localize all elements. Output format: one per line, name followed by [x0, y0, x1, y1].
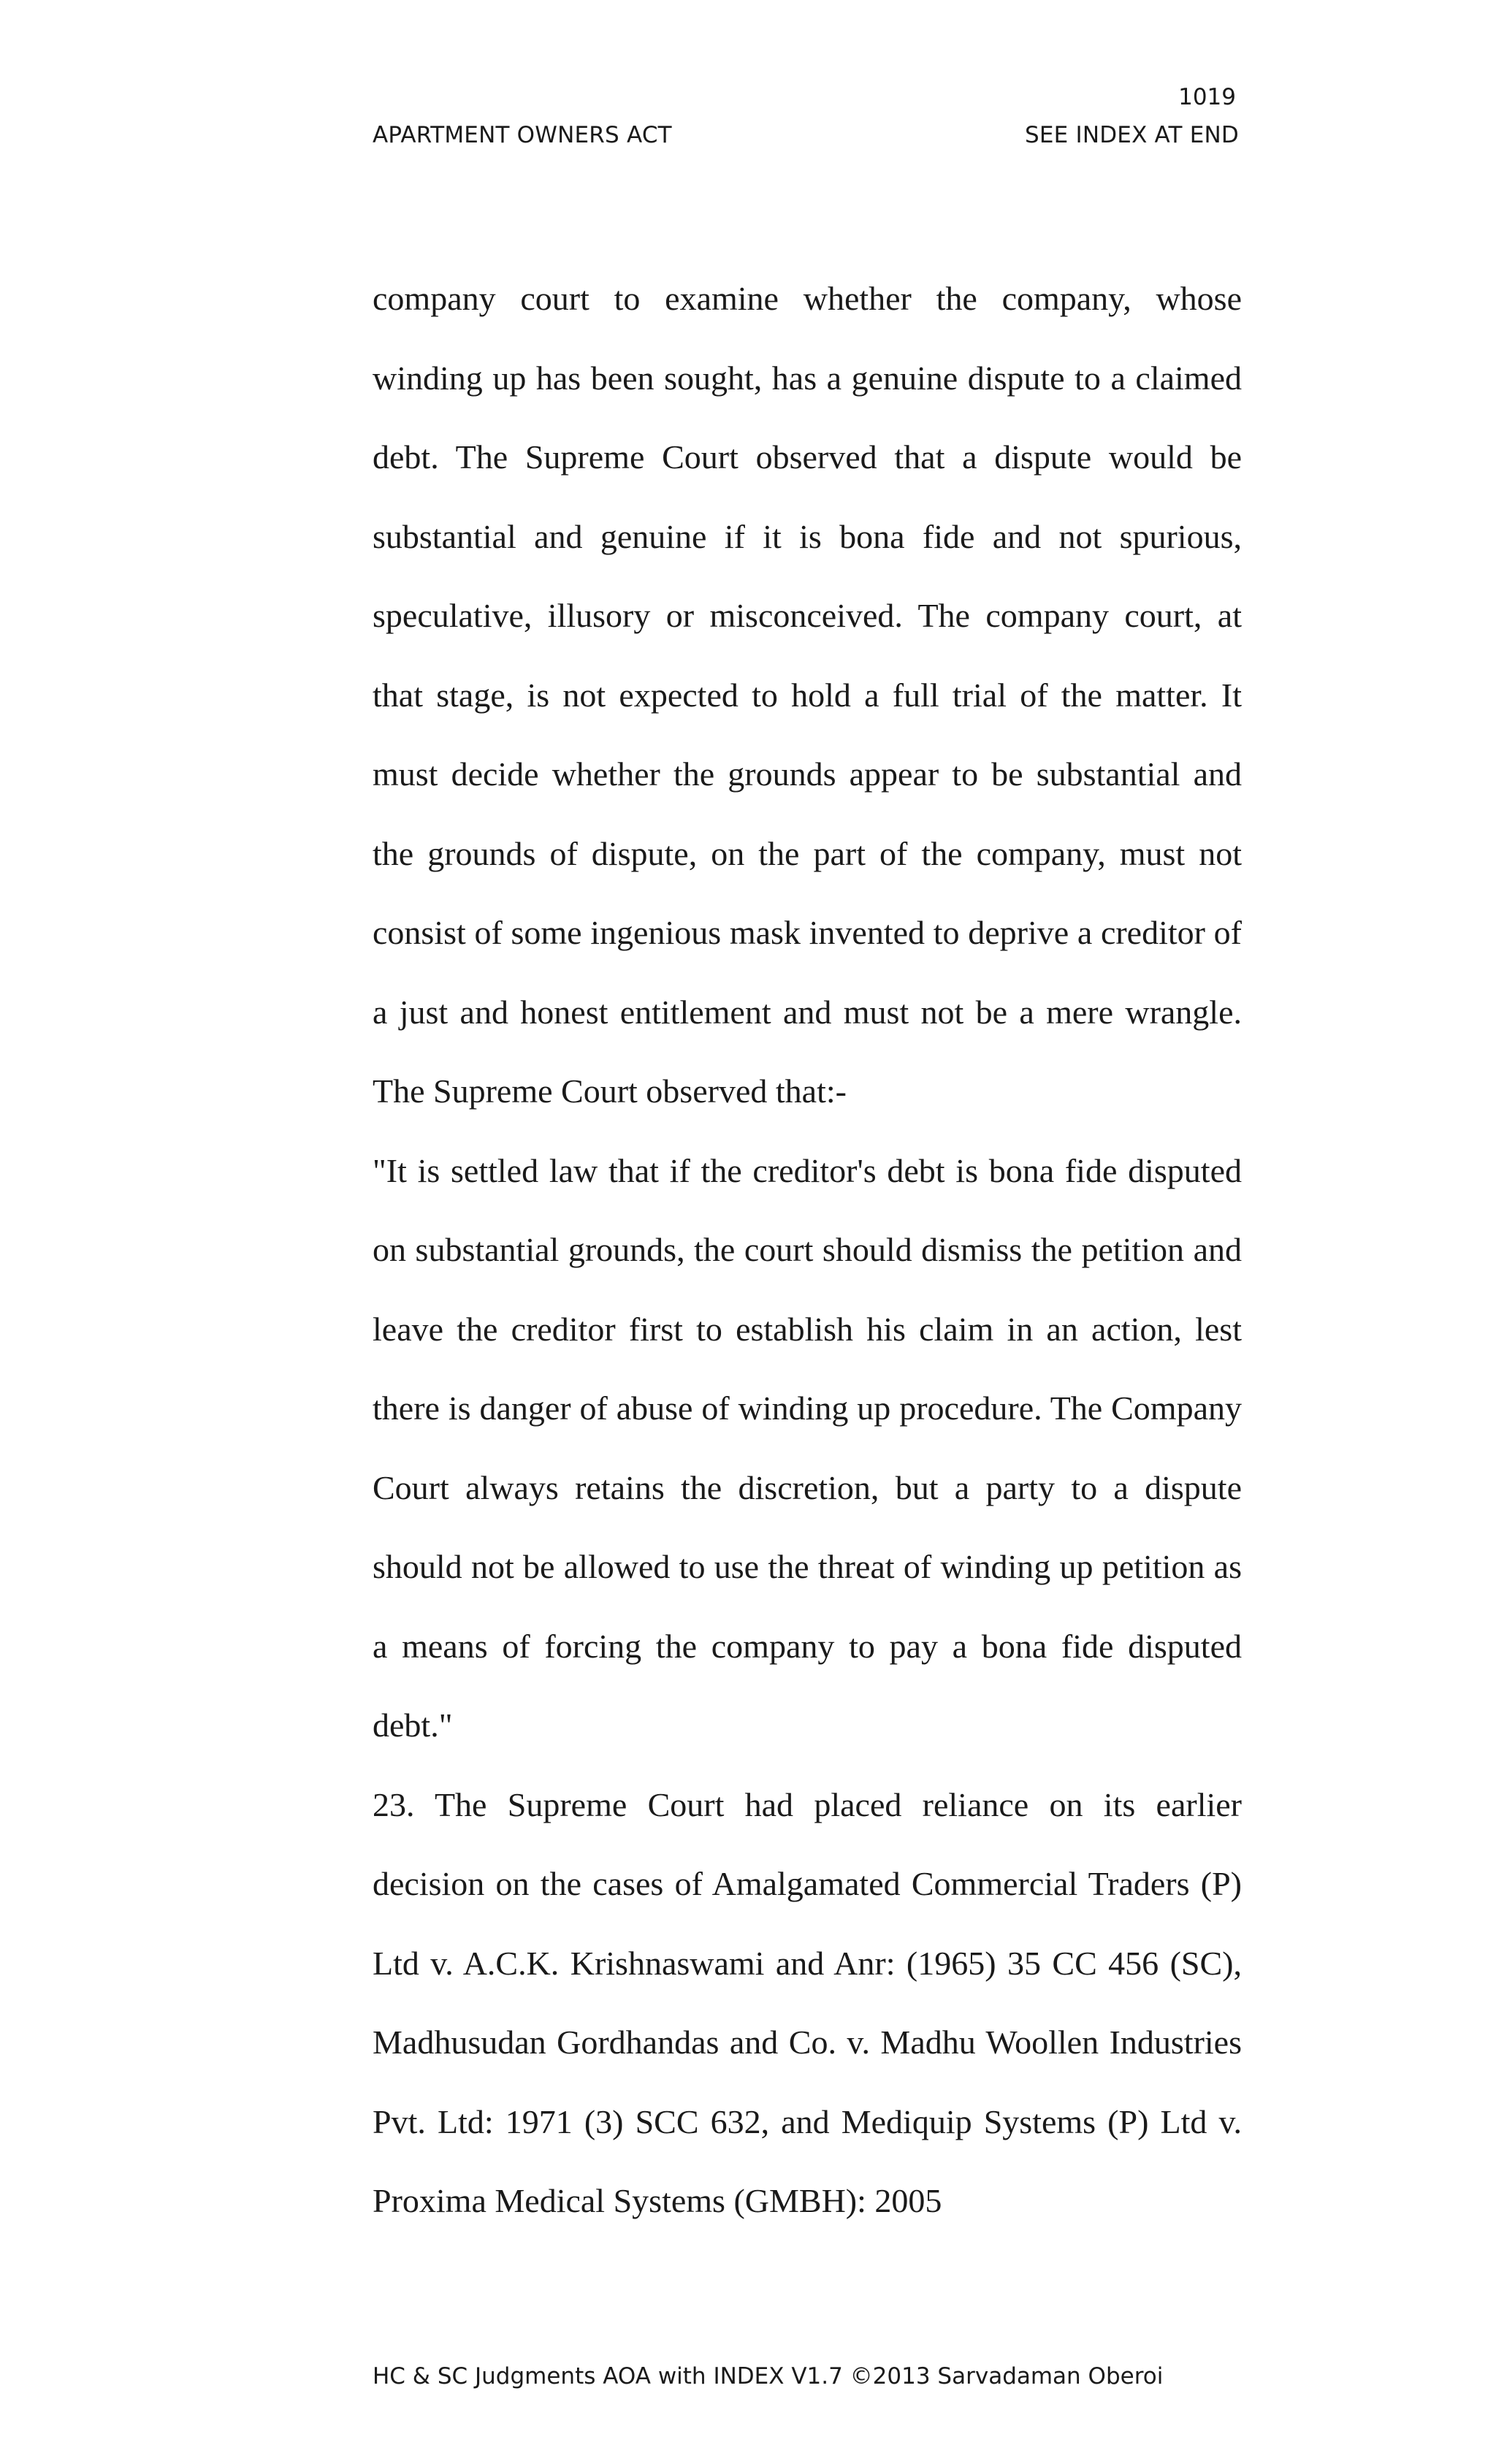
paragraph-intro: company court to examine whether the company, whose winding up has been sought, has a genuine dispute to a claimed debt. The Supreme Court observed that a dispute would be substantial and genuine if it is bona fide and not spurious, speculative, illusory or misconceived. The company court, at that stage, is not expected to hold a full trial of the matter. It must decide whether the grounds appear to be substantial and the grounds of dispute, on the part of the company, must not consist of some ingenious mask invented to deprive a creditor of a just and honest entitlement and must not be a mere wrangle. The Supreme Court observed that:-	[373, 280, 1242, 1110]
running-header-index-note: SEE INDEX AT END	[1024, 122, 1239, 148]
page-number: 1019	[1178, 84, 1236, 110]
page-footer: HC & SC Judgments AOA with INDEX V1.7 ©2013 Sarvadaman Oberoi	[373, 2363, 1164, 2389]
paragraph-23: 23. The Supreme Court had placed reliance on its earlier decision on the cases of Amalgamated Commercial Traders (P) Ltd v. A.C.K. Krishnaswami and Anr: (1965) 35 CC 456 (SC), Madhusudan Gordhandas and Co. v. Madhu Woollen Industries Pvt. Ltd: 1971 (3) SCC 632, and Mediquip Systems (P) Ltd v. Proxima Medical Systems (GMBH): 2005	[373, 1785, 1242, 2219]
document-body	[373, 259, 1242, 2241]
paragraph-quotation: "It is settled law that if the creditor's debt is bona fide disputed on substantial grounds, the court should dismiss the petition and leave the creditor first to establish his claim in an action, lest there is danger of abuse of winding up procedure. The Company Court always retains the discretion, but a party to a dispute should not be allowed to use the threat of winding up petition as a means of forcing the company to pay a bona fide disputed debt."	[373, 1151, 1242, 1744]
running-header-title: APARTMENT OWNERS ACT	[373, 122, 672, 148]
